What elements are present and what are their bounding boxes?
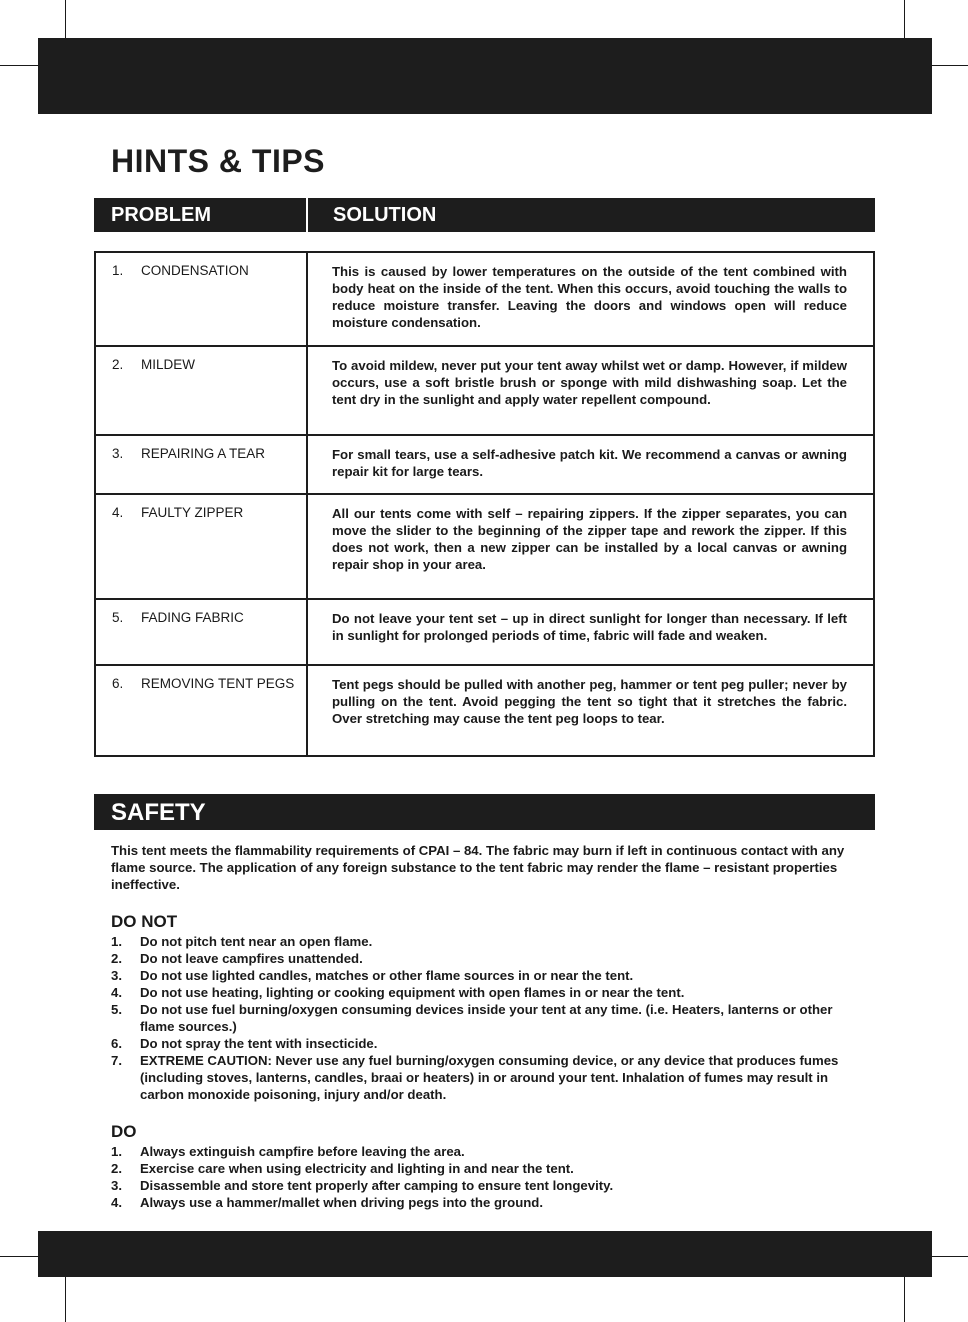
do-heading: DO [111,1122,137,1141]
list-item [111,1035,857,1052]
problem-column-header: PROBLEM [111,204,211,226]
safety-body [111,842,857,1230]
do-list [111,1143,857,1211]
list-item [111,933,857,950]
item-lead: Do not [140,951,182,966]
item-number: 4. [111,985,122,1000]
item-text: use heating, lighting or cooking equipment with open flames in or near the tent. [181,985,685,1000]
problem-cell [96,495,308,598]
item-text: Disassemble and store tent properly after camping to ensure tent longevity. [140,1178,614,1193]
problem-label: MILDEW [141,357,195,372]
solution-cell: This is caused by lower temperatures on the outside of the tent combined with body heat on the inside of the tent. When this occurs, avoid touching the walls to reduce moisture transfer. Leaving the doors and windows open will reduce moisture condensation. [332,264,847,330]
item-lead: Do not [140,1002,182,1017]
problem-cell [96,347,308,434]
item-lead: EXTREME CAUTION: [140,1053,272,1068]
problem-label: REMOVING TENT PEGS [141,676,295,691]
table-row [96,600,873,666]
problem-cell [96,600,308,664]
tips-table [94,251,875,757]
problem-cell [96,436,308,493]
item-lead: Do not [140,1036,182,1051]
solution-cell: To avoid mildew, never put your tent away whilst wet or damp. However, if mildew occurs, use a soft bristle brush or sponge with mild dishwashing soap. Let the tent dry in the sunlight and apply water repellent compound. [332,358,847,407]
list-item [111,1052,857,1103]
solution-cell: For small tears, use a self-adhesive patch kit. We recommend a canvas or awning repair kit for large tears. [332,447,847,479]
problem-cell [96,253,308,345]
item-number: 3. [111,1178,122,1193]
list-item [111,1143,857,1160]
item-text: use fuel burning/oxygen consuming devices inside your tent at any time. (i.e. Heaters, lanterns or other flame sources.) [140,1002,833,1034]
problem-label: FAULTY ZIPPER [141,505,244,520]
column-divider [306,198,308,232]
item-number: 7. [111,1053,122,1068]
problem-cell [96,666,308,755]
list-item [111,1001,857,1035]
safety-title: SAFETY [111,799,206,826]
solution-cell: Tent pegs should be pulled with another peg, hammer or tent peg puller; never by pulling on the tent. Avoid pegging the tent so tight that it stretches the fabric. Over stretching may cause the tent peg loops to tear. [332,677,847,726]
row-number: 1. [112,263,124,278]
problem-label: CONDENSATION [141,263,249,278]
row-number: 3. [112,446,124,461]
solution-cell: Do not leave your tent set – up in direct sunlight for longer than necessary. If left in sunlight for prolonged periods of time, fabric will fade and weaken. [332,611,847,643]
row-number: 5. [112,610,124,625]
table-header [94,198,875,232]
page-title: HINTS & TIPS [111,143,326,179]
item-number: 2. [111,951,122,966]
safety-band [94,794,875,830]
crop-mark [65,1270,66,1322]
solution-column-header: SOLUTION [333,204,437,226]
header-band [38,38,932,114]
solution-cell: All our tents come with self – repairing zippers. If the zipper separates, you can move the slider to the beginning of the zipper tape and rework the zipper. If this does not work, then a new zipper can be installed by a local canvas or awning repair shop in your area. [332,506,847,572]
item-text: leave campfires unattended. [181,951,363,966]
item-text: spray the tent with insecticide. [181,1036,378,1051]
crop-mark [904,1270,905,1322]
table-row [96,347,873,436]
list-item [111,1194,857,1211]
item-text: Never use any fuel burning/oxygen consuming device, or any device that produces fumes (including stoves, lanterns, candles, braai or heaters) in or around your tent. Inhalation of fumes may result in carbon monoxide poisoning, injury and/or death. [140,1053,839,1102]
row-number: 2. [112,357,124,372]
item-number: 3. [111,968,122,983]
item-number: 1. [111,934,122,949]
footer-band [38,1231,932,1277]
list-item [111,1177,857,1194]
table-row [96,666,873,755]
item-number: 5. [111,1002,122,1017]
list-item [111,950,857,967]
list-item [111,1160,857,1177]
item-text: Always use a hammer/mallet when driving pegs into the ground. [140,1195,544,1210]
do-not-list [111,933,857,1103]
item-number: 1. [111,1144,122,1159]
item-text: pitch tent near an open flame. [181,934,373,949]
problem-label: FADING FABRIC [141,610,244,625]
row-number: 6. [112,676,124,691]
item-text: Exercise care when using electricity and lighting in and near the tent. [140,1161,574,1176]
safety-intro: This tent meets the flammability requirements of CPAI – 84. The fabric may burn if left in continuous contact with any flame source. The application of any foreign substance to the tent fabric may render the flame – resistant properties ineffective. [111,843,845,892]
item-number: 4. [111,1195,122,1210]
item-lead: Do not [140,934,182,949]
item-lead: Do not [140,985,182,1000]
list-item [111,984,857,1001]
row-number: 4. [112,505,124,520]
item-text: use lighted candles, matches or other flame sources in or near the tent. [181,968,634,983]
problem-label: REPAIRING A TEAR [141,446,266,461]
list-item [111,967,857,984]
item-lead: Do not [140,968,182,983]
do-not-heading: DO NOT [111,912,178,931]
item-number: 6. [111,1036,122,1051]
item-number: 2. [111,1161,122,1176]
item-text: Always extinguish campfire before leaving the area. [140,1144,465,1159]
table-row [96,436,873,495]
table-row [96,253,873,347]
table-row [96,495,873,600]
